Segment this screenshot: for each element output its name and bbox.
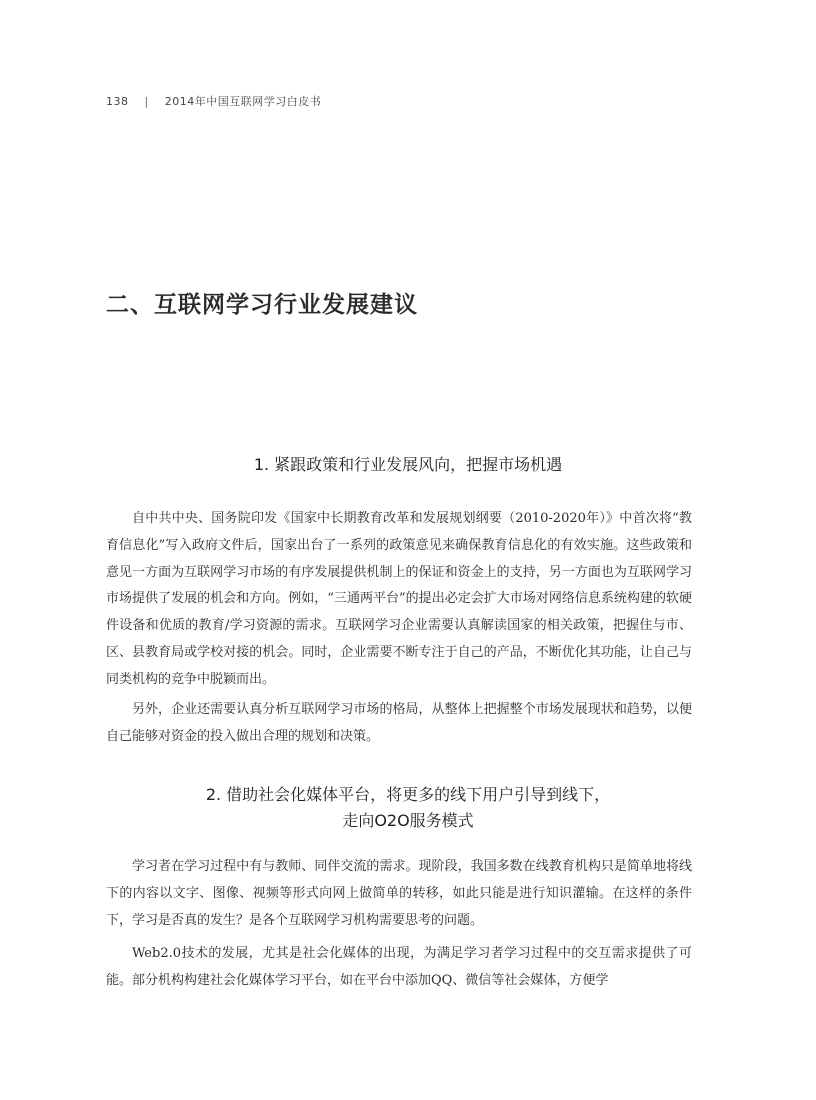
book-title: 2014年中国互联网学习白皮书 [164, 95, 322, 108]
running-header [106, 93, 321, 109]
section-2-paragraph-1: 学习者在学习过程中有与教师、同伴交流的需求。现阶段，我国多数在线教育机构只是简单地将线下的内容以文字、图像、视频等形式向网上做简单的转移，如此只能是进行知识灌输。在这样的条件下，学习是否真的发生？是各个互联网学习机构需要思考的问题。 [106, 859, 692, 928]
chapter-title: 二、互联网学习行业发展建议 [106, 291, 418, 318]
section-heading-2-line-2: 走向O2O服务模式 [342, 811, 474, 830]
header-separator: | [144, 94, 149, 108]
page-number: 138 [106, 94, 129, 108]
section-2-paragraph-2: Web2.0技术的发展，尤其是社会化媒体的出现，为满足学习者学习过程中的交互需求提供了可能。部分机构构建社会化媒体学习平台，如在平台中添加QQ、微信等社会媒体，方便学 [106, 946, 692, 988]
section-1-paragraph-2: 另外，企业还需要认真分析互联网学习市场的格局，从整体上把握整个市场发展现状和趋势，以便自己能够对资金的投入做出合理的规划和决策。 [106, 702, 692, 744]
section-1-paragraph-1: 自中共中央、国务院印发《国家中长期教育改革和发展规划纲要（2010-2020年）》中首次将“教育信息化”写入政府文件后，国家出台了一系列的政策意见来确保教育信息化的有效实施。这些政策和意见一方面为互联网学习市场的有序发展提供机制上的保证和资金上的支持，另一方面也为互联网学习市场提供了发展的机会和方向。例如，“三通两平台”的提出必定会扩大市场对网络信息系统构建的软硬件设备和优质的教育/学习资源的需求。互联网学习企业需要认真解读国家的相关政策，把握住与市、区、县教育局或学校对接的机会。同时，企业需要不断专注于自己的产品，不断优化其功能，让自己与同类机构的竞争中脱颖而出。 [106, 511, 692, 687]
section-heading-2-line-1: 2. 借助社会化媒体平台，将更多的线下用户引导到线下， [205, 785, 611, 804]
section-heading-1: 1. 紧跟政策和行业发展风向，把握市场机遇 [253, 455, 563, 474]
section-heading-2 [106, 782, 710, 834]
